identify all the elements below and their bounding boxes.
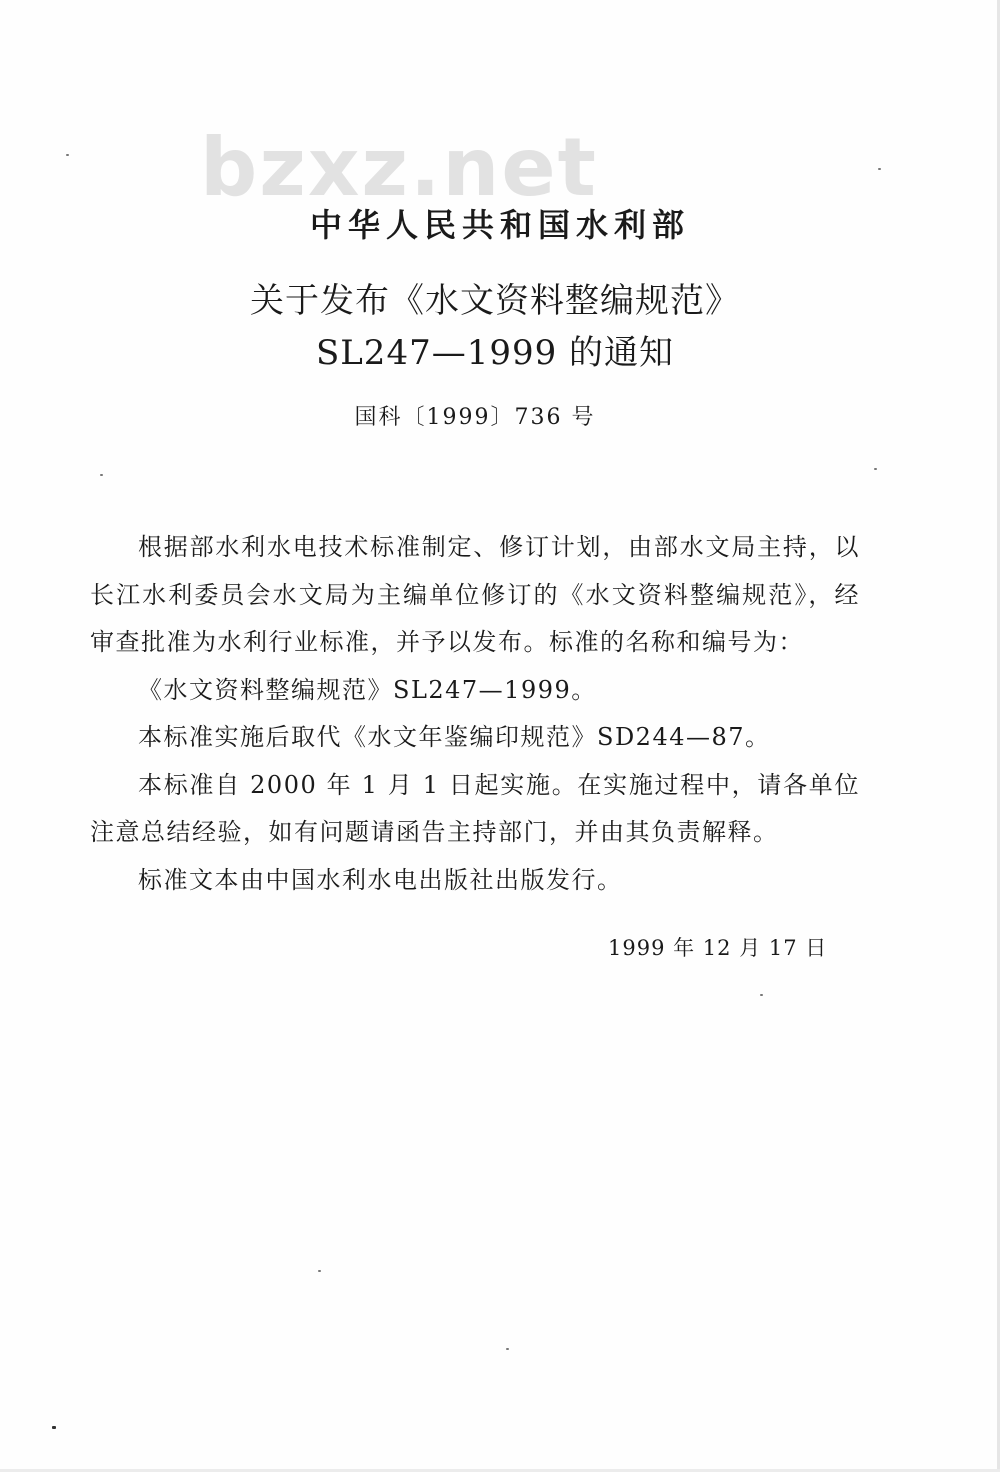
body-paragraph: 《水文资料整编规范》SL247—1999。 [138, 675, 597, 704]
scan-speck [318, 1270, 321, 1272]
scan-speck [506, 1348, 509, 1350]
watermark: bzxz.net [200, 121, 598, 214]
issue-date: 1999 年 12 月 17 日 [608, 936, 828, 960]
document-number: 国科〔1999〕736 号 [354, 405, 596, 430]
notice-title-line-1: 关于发布《水文资料整编规范》 [250, 281, 740, 321]
body-paragraph: 本标准自 2000 年 1 月 1 日起实施。在实施过程中，请各单位注意总结经验，如有问题请函告主持部门，并由其负责解释。 [90, 770, 860, 846]
scan-speck [100, 474, 103, 476]
issuing-authority: 中华人民共和国水利部 [309, 206, 690, 244]
body-paragraph: 根据部水利水电技术标准制定、修订计划，由部水文局主持，以长江水利委员会水文局为主编单位修订的《水文资料整编规范》，经审查批准为水利行业标准，并予以发布。标准的名称和编号为： [90, 533, 860, 656]
scan-speck [878, 168, 881, 170]
body-paragraph: 本标准实施后取代《水文年鉴编印规范》SD244—87。 [138, 723, 771, 751]
notice-body [90, 524, 860, 904]
notice-title-line-2: SL247—1999 的通知 [315, 333, 675, 373]
scan-speck [52, 1426, 56, 1429]
scan-speck [874, 468, 877, 470]
scan-speck [66, 154, 69, 156]
body-paragraph: 标准文本由中国水利水电出版社出版发行。 [138, 865, 623, 894]
scan-speck [760, 994, 763, 996]
